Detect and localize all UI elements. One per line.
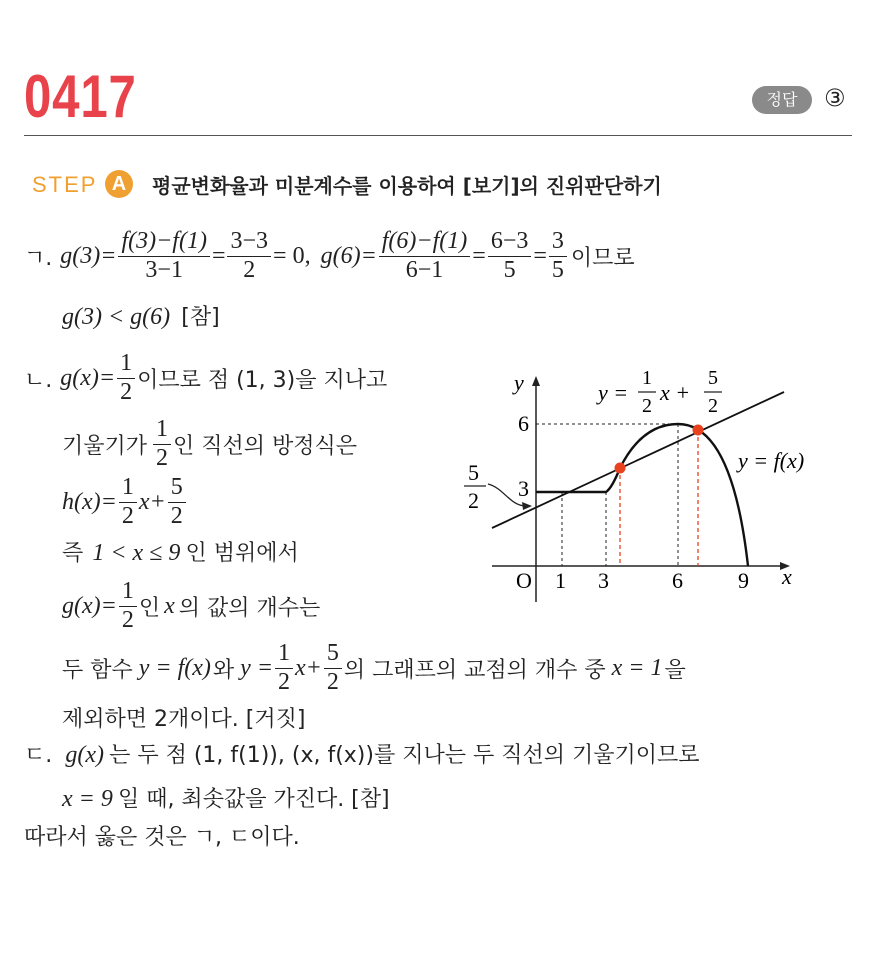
problem-number: 0417 [24, 63, 137, 130]
item-a-frac5-den: 5 [551, 256, 564, 283]
item-b-l6-frac1-num: 1 [275, 640, 293, 669]
item-b-hx: h(x)= [62, 488, 117, 515]
line-label-b: x + [660, 380, 691, 405]
line-label-a: y = [598, 380, 629, 405]
item-a-frac3-num: f(6)−f(1) [379, 228, 471, 257]
item-b-h-frac2 [168, 474, 186, 530]
side-frac-num: 5 [468, 460, 479, 485]
item-a-line1 [24, 228, 635, 284]
item-b-l6-c: 와 [212, 657, 235, 683]
item-b-line4 [62, 536, 299, 567]
item-b-l6-frac1-den: 2 [278, 668, 291, 695]
line-label-frac-den: 2 [642, 395, 652, 417]
step-label: STEP [32, 172, 98, 197]
item-b-line3 [62, 474, 188, 530]
item-b-count-s2: 의 값의 개수는 [178, 595, 321, 621]
item-a-frac1-den: 3−1 [145, 256, 183, 283]
item-b-h-mid: x+ [138, 488, 166, 515]
item-b-half-den: 2 [120, 378, 133, 405]
item-b-l6-frac2 [324, 640, 342, 696]
item-c-line1 [24, 738, 699, 769]
item-b-gx: g(x)= [60, 364, 116, 391]
item-b-count-x: x [164, 592, 175, 619]
item-b-h-frac2-den: 2 [170, 502, 183, 529]
item-b-l6-a: 두 함수 [62, 657, 133, 683]
item-b-count-s1: 인 [138, 595, 161, 621]
final-answer: 따라서 옳은 것은 ㄱ, ㄷ이다. [24, 825, 300, 850]
item-a-result1: = 0, [273, 242, 311, 269]
item-c-gx: g(x) [65, 742, 104, 768]
item-c-line1-text: 는 두 점 (1, f(1)), (x, f(x))를 지나는 두 직선의 기울기이므로 [109, 743, 700, 768]
item-b-h-frac2-num: 5 [168, 474, 186, 503]
item-a-frac4 [488, 228, 532, 284]
side-frac-den: 2 [468, 488, 479, 513]
item-b-h-frac1-num: 1 [119, 474, 137, 503]
side-pointer-head [522, 502, 532, 510]
item-b-slope-prefix: 기울기가 [62, 433, 148, 459]
item-b-half-num: 1 [117, 350, 135, 379]
item-a-frac3-den: 6−1 [405, 256, 444, 283]
item-a-frac4-num: 6−3 [488, 228, 532, 257]
y-tick-6: 6 [518, 411, 529, 436]
item-b-line1 [24, 350, 387, 406]
item-a-eq3: = [533, 242, 547, 269]
item-b-line6 [62, 640, 686, 696]
item-a-frac1 [118, 228, 210, 284]
item-a-g6: g(6)= [320, 242, 377, 269]
item-b-l6-e: x+ [295, 654, 322, 681]
y-axis-arrow [532, 376, 540, 386]
x-tick-1: 1 [555, 568, 566, 593]
item-b-l6-f: 의 그래프의 교점의 개수 중 [343, 657, 606, 683]
item-a-frac1-num: f(3)−f(1) [118, 228, 210, 257]
item-a-frac2 [227, 228, 271, 284]
item-a-frac4-den: 5 [503, 256, 516, 283]
item-b-l6-frac2-den: 2 [326, 668, 339, 695]
answer-value: ③ [824, 84, 846, 112]
y-tick-3: 3 [518, 476, 529, 501]
item-b-l6-b: y = f(x) [138, 654, 211, 681]
x-axis-label: x [782, 564, 792, 589]
step-letter-badge: A [105, 170, 133, 198]
item-a-eq2: = [472, 242, 486, 269]
x-tick-3: 3 [598, 568, 609, 593]
item-b-count-frac [119, 578, 137, 634]
item-b-gx2: g(x)= [62, 592, 117, 619]
item-b-line5 [62, 578, 320, 634]
item-b-slope-den: 2 [156, 444, 169, 471]
item-b-marker: ㄴ. [24, 367, 53, 393]
item-b-range: 1 < x ≤ 9 [92, 540, 181, 566]
item-a-frac2-den: 2 [243, 256, 256, 283]
item-b-slope-frac [153, 416, 171, 472]
item-a-suffix: 이므로 [570, 245, 635, 271]
item-b-l6-d: y = [240, 654, 274, 681]
item-a-frac2-num: 3−3 [227, 228, 271, 257]
item-b-range-suffix: 인 범위에서 [185, 541, 299, 566]
item-b-h-frac1 [119, 474, 137, 530]
item-b-count-num: 1 [119, 578, 137, 607]
item-b-range-prefix: 즉 [62, 541, 84, 566]
item-a-conclusion: g(3) < g(6) [62, 304, 171, 330]
item-a-g3: g(3)= [60, 242, 117, 269]
item-a-eq1: = [211, 242, 226, 269]
item-b-half [117, 350, 135, 406]
curve-f [536, 424, 748, 566]
item-b-h-frac1-den: 2 [121, 502, 134, 529]
item-b-l6-g: x = 1 [611, 654, 663, 681]
item-a-frac5-num: 3 [549, 228, 567, 257]
item-c-marker: ㄷ. [24, 743, 53, 768]
intersection-point-1 [615, 463, 626, 474]
header-divider [24, 135, 852, 136]
item-b-line1-text: 이므로 점 (1, 3)을 지나고 [137, 367, 388, 393]
line-label-frac2-den: 2 [708, 395, 718, 417]
item-b-line7: 제외하면 2개이다. [거짓] [62, 707, 306, 732]
step-title: 평균변화율과 미분계수를 이용하여 [보기]의 진위판단하기 [152, 174, 662, 198]
origin-label: O [516, 568, 532, 593]
item-a-frac5 [549, 228, 567, 284]
x-tick-6: 6 [672, 568, 683, 593]
item-b-l6-frac2-num: 5 [324, 640, 342, 669]
item-a-verdict: [참] [181, 305, 220, 330]
answer-badge: 정답 [752, 86, 812, 114]
y-axis-label: y [514, 370, 524, 395]
item-a-frac3 [379, 228, 471, 284]
item-a-line2 [62, 300, 220, 331]
function-graph [452, 362, 852, 622]
intersection-point-2 [693, 425, 704, 436]
item-c-line2 [62, 782, 390, 813]
item-b-slope-suffix: 인 직선의 방정식은 [173, 433, 358, 459]
item-c-x9: x = 9 [62, 786, 113, 812]
item-a-marker: ㄱ. [24, 245, 53, 271]
item-b-line2 [62, 416, 357, 472]
item-b-slope-num: 1 [153, 416, 171, 445]
item-c-line2-text: 일 때, 최솟값을 가진다. [참] [117, 787, 390, 812]
item-b-count-den: 2 [121, 606, 134, 633]
line-label-frac2-num: 5 [708, 367, 718, 389]
line-label-frac-num: 1 [642, 367, 652, 389]
item-b-l6-frac1 [275, 640, 293, 696]
item-b-l6-h: 을 [664, 657, 686, 683]
x-tick-9: 9 [738, 568, 749, 593]
curve-label: y = f(x) [738, 448, 805, 473]
